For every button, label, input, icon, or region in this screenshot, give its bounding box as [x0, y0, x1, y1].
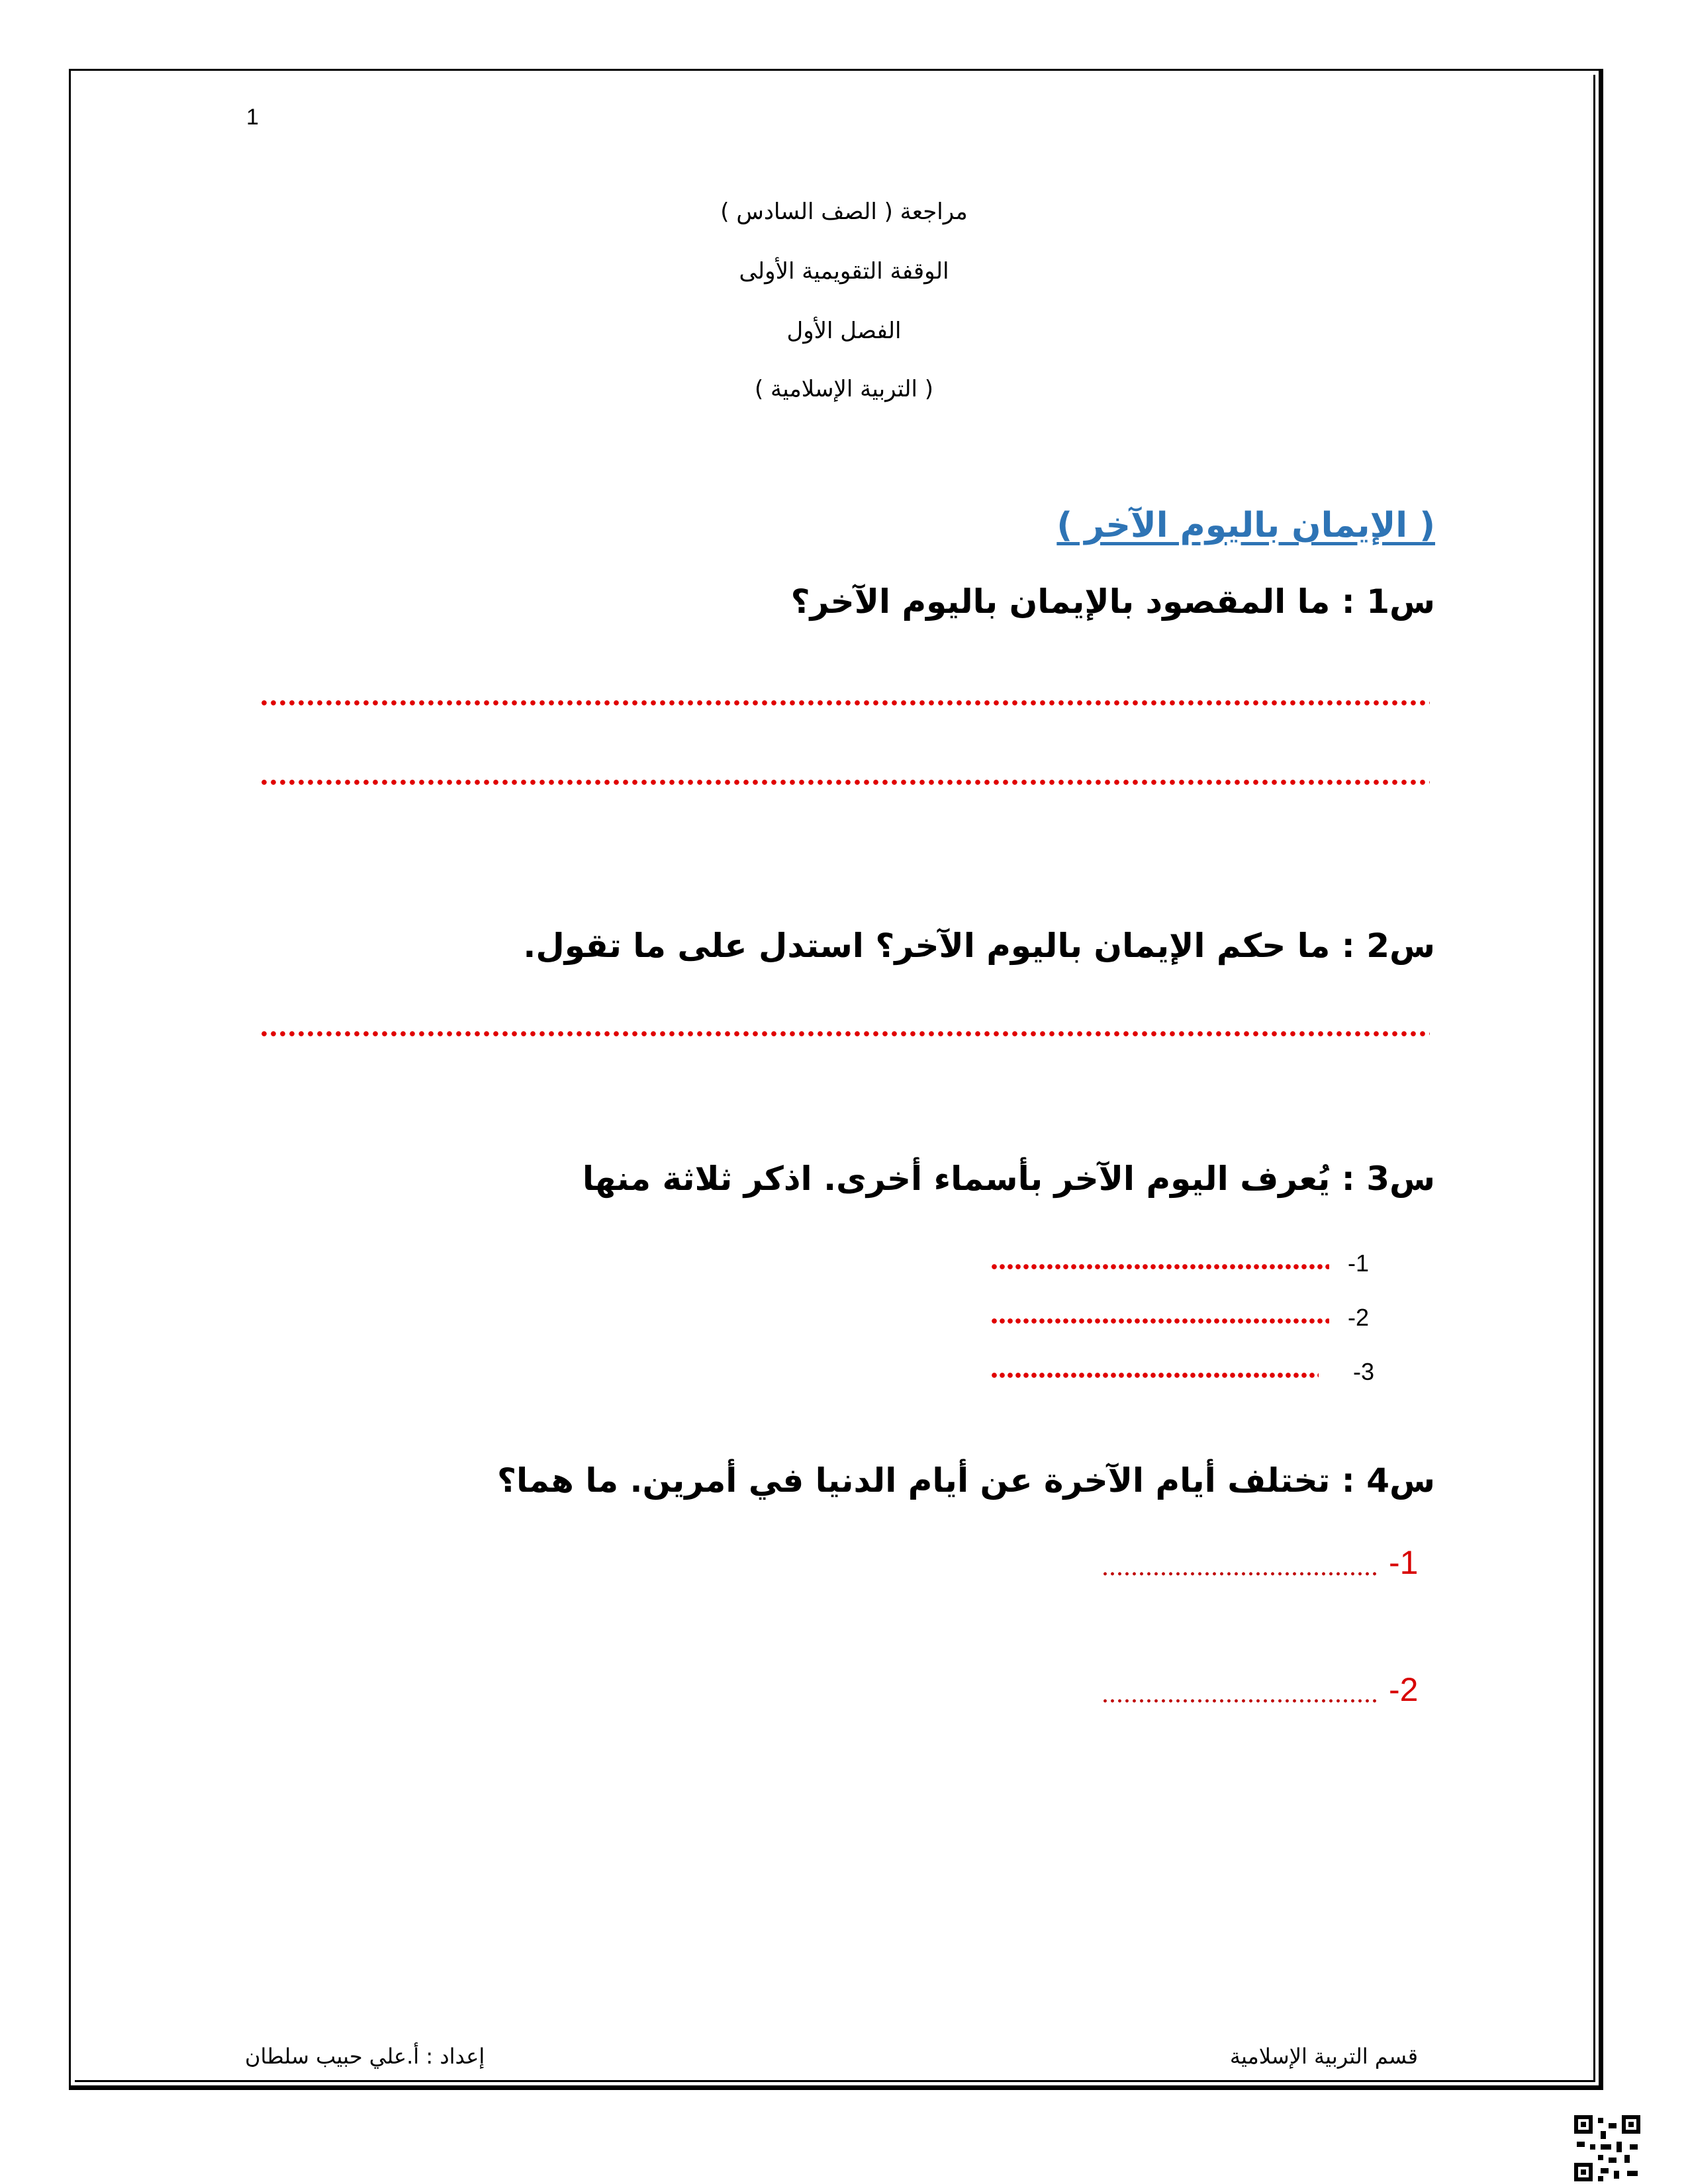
- footer-department: قسم التربية الإسلامية: [1229, 2044, 1418, 2069]
- question-2: س2 : ما حكم الإيمان باليوم الآخر؟ استدل على ما تقول.: [523, 927, 1435, 965]
- question-3: س3 : يُعرف اليوم الآخر بأسماء أخرى. اذكر ثلاثة منها: [582, 1160, 1435, 1198]
- q3-item-3-number: 3-: [1353, 1358, 1375, 1385]
- header-subject-line: ( التربية الإسلامية ): [754, 376, 934, 402]
- q3-item-2-dots: [990, 1317, 1329, 1325]
- q3-item-2[interactable]: [990, 1304, 1387, 1333]
- q4-item-1-number: 1-: [1389, 1544, 1419, 1581]
- footer-prepared-by: إعداد : أ.علي حبيب سلطان: [245, 2044, 485, 2069]
- answer-line-q1-2[interactable]: [259, 778, 1430, 786]
- question-1: س1 : ما المقصود بالإيمان باليوم الآخر؟: [790, 582, 1435, 621]
- q3-item-1-dots: [990, 1263, 1329, 1271]
- q4-item-2-number: 2-: [1389, 1671, 1419, 1708]
- q3-item-1-number: 1-: [1348, 1250, 1370, 1277]
- header-review-line: مراجعة ( الصف السادس ): [720, 199, 968, 225]
- q3-item-2-number: 2-: [1348, 1304, 1370, 1331]
- q3-item-3-dots: [990, 1371, 1319, 1379]
- q4-item-2[interactable]: [1102, 1671, 1432, 1714]
- q4-item-1-dots: [1102, 1571, 1380, 1576]
- page-number: 1: [246, 105, 259, 130]
- q4-item-1[interactable]: [1102, 1544, 1432, 1587]
- answer-line-q1-1[interactable]: [259, 699, 1430, 707]
- answer-line-q2[interactable]: [259, 1030, 1430, 1038]
- section-title: ( الإيمان باليوم الآخر ): [1056, 506, 1435, 545]
- q3-item-1[interactable]: [990, 1250, 1387, 1279]
- question-4: س4 : تختلف أيام الآخرة عن أيام الدنيا في أمرين. ما هما؟: [496, 1461, 1435, 1500]
- qr-code-icon: [1574, 2115, 1640, 2181]
- q4-item-2-dots: [1102, 1698, 1380, 1704]
- header-semester-line: الفصل الأول: [786, 318, 902, 344]
- q3-item-3[interactable]: [990, 1358, 1387, 1387]
- header-assessment-line: الوقفة التقويمية الأولى: [739, 258, 949, 285]
